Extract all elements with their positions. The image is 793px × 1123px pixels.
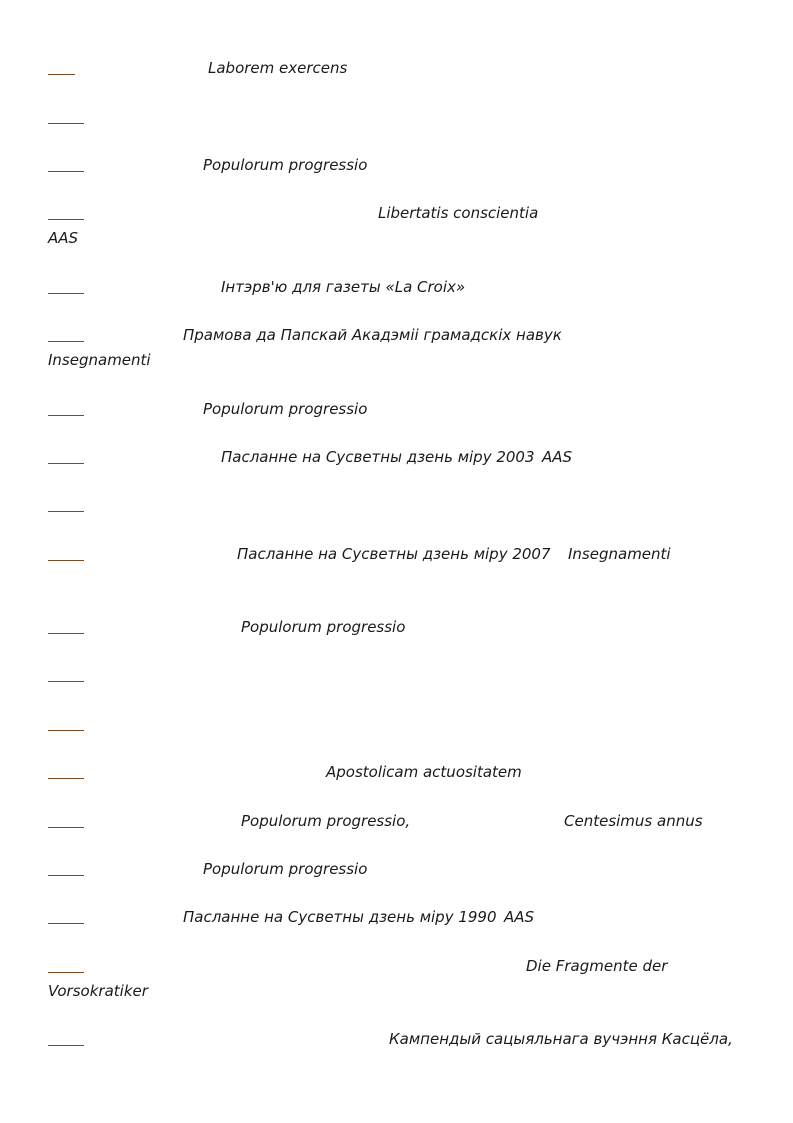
footnote-citation: AAS [542, 448, 573, 466]
footnote-citation: Прамова да Папскай Акадэміі грамадскіх навук [183, 326, 562, 344]
footnote-citation: Die Fragmente der [526, 957, 668, 975]
footnote-rule [48, 463, 84, 464]
footnote-rule [48, 123, 84, 124]
footnote-rule [48, 219, 84, 220]
footnote-citation: Інтэрв'ю для газеты «La Croix» [221, 278, 466, 296]
footnote-rule [48, 415, 84, 416]
footnote-rule [48, 1045, 84, 1046]
footnote-rule [48, 730, 84, 731]
footnote-rule [48, 74, 75, 75]
footnote-rule [48, 972, 84, 973]
footnote-rule [48, 827, 84, 828]
footnote-rule [48, 341, 84, 342]
footnote-citation: Populorum progressio [203, 400, 368, 418]
footnote-citation: Кампендый сацыяльнага вучэння Касцёла, [389, 1030, 733, 1048]
footnote-citation: Populorum progressio [241, 618, 406, 636]
footnote-citation: Laborem exercens [208, 59, 348, 77]
footnote-citation: Insegnamenti [568, 545, 671, 563]
footnote-citation: Populorum progressio, [241, 812, 411, 830]
footnote-citation: Пасланне на Сусветны дзень міру 2007 [237, 545, 551, 563]
footnote-rule [48, 633, 84, 634]
footnote-citation: Populorum progressio [203, 860, 368, 878]
footnote-citation: Populorum progressio [203, 156, 368, 174]
footnote-rule [48, 778, 84, 779]
footnote-rule [48, 560, 84, 561]
footnote-continuation: Vorsokratiker [48, 982, 148, 1000]
footnote-rule [48, 171, 84, 172]
footnote-citation: Centesimus annus [564, 812, 703, 830]
footnote-citation: Libertatis conscientia [378, 204, 539, 222]
footnote-citation: AAS [504, 908, 535, 926]
footnote-continuation: Insegnamenti [48, 351, 151, 369]
footnote-rule [48, 923, 84, 924]
footnote-rule [48, 293, 84, 294]
footnote-citation: Apostolicam actuositatem [326, 763, 522, 781]
footnote-rule [48, 511, 84, 512]
footnote-citation: Пасланне на Сусветны дзень міру 1990 [183, 908, 497, 926]
footnote-citation: Пасланне на Сусветны дзень міру 2003 [221, 448, 535, 466]
footnote-continuation: AAS [48, 229, 79, 247]
footnote-rule [48, 681, 84, 682]
footnote-rule [48, 875, 84, 876]
